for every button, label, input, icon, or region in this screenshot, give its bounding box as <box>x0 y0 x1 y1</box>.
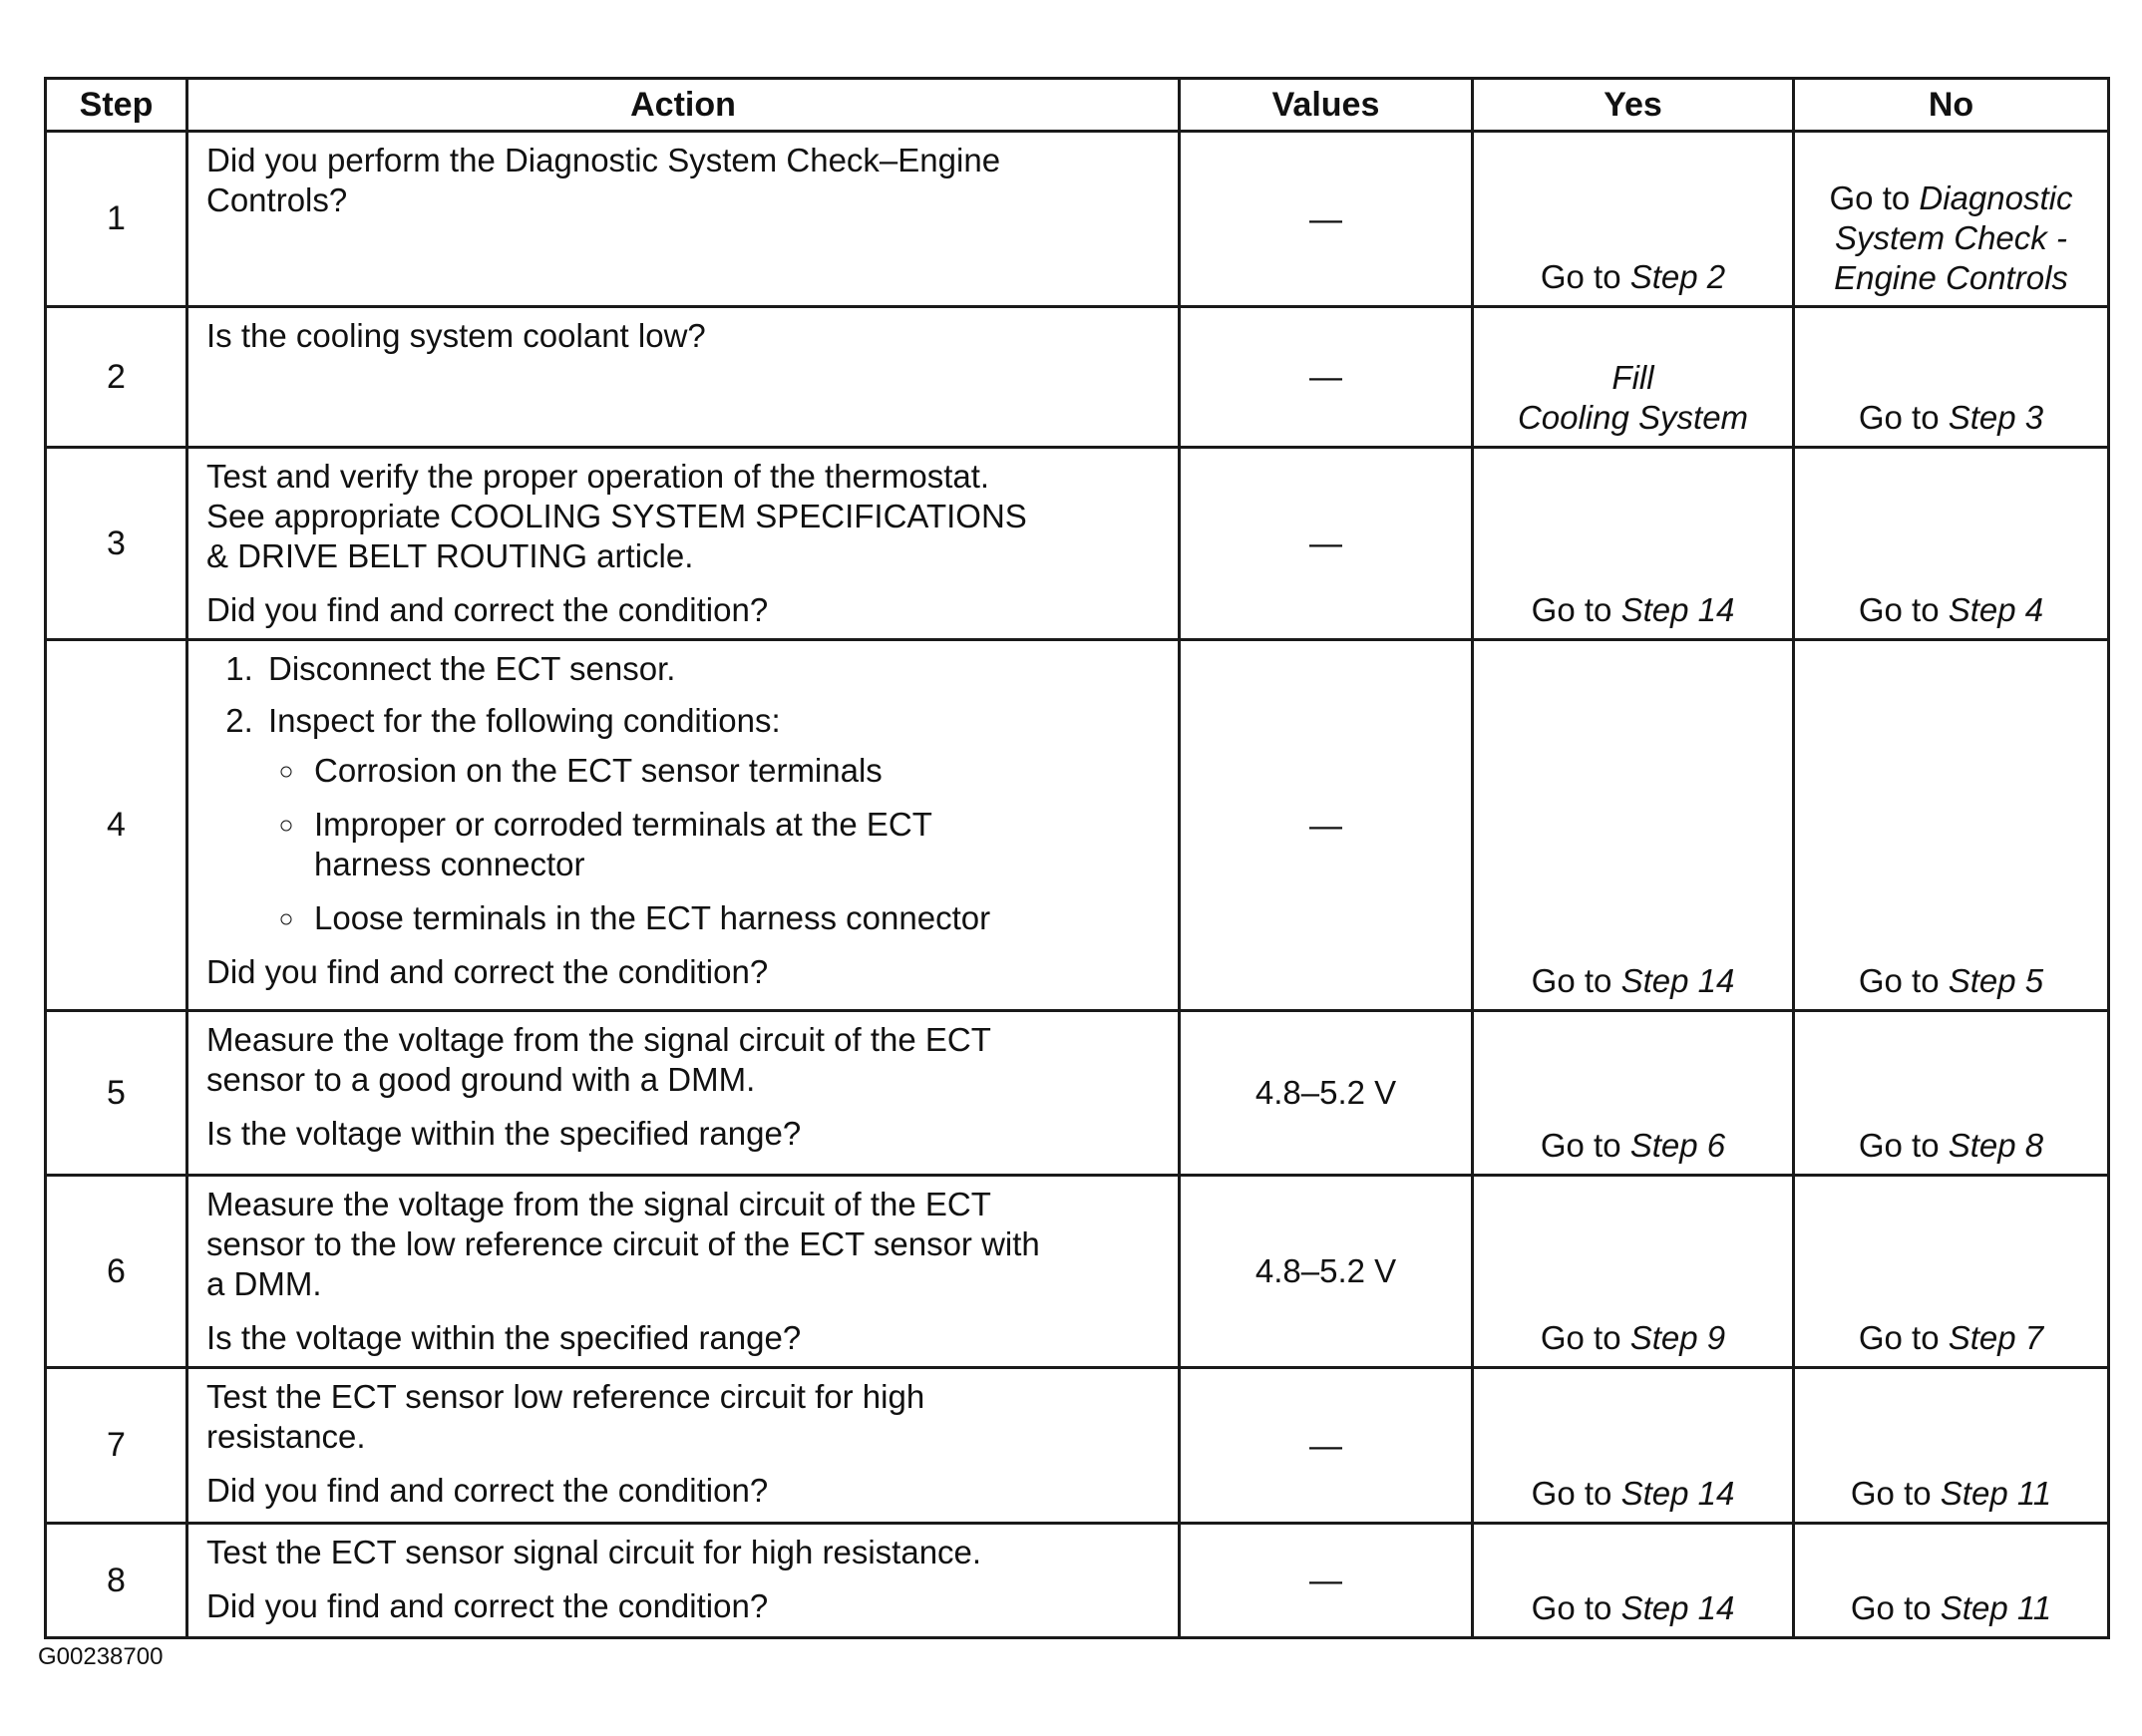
action-text: Test the ECT sensor low reference circuit for high resistance. <box>206 1378 925 1455</box>
yes-cell <box>1473 307 1794 448</box>
action-cell <box>187 1368 1180 1524</box>
yes-prefix: Go to <box>1540 1127 1630 1164</box>
action-cell <box>187 448 1180 640</box>
action-text: Test and verify the proper operation of the thermostat. See appropriate COOLING SYSTEM SPECIFICATIONS & DRIVE BELT ROUTING article. <box>206 458 1027 574</box>
bullet-item: ◦ Loose terminals in the ECT harness connector <box>308 898 1166 938</box>
column-header-step: Step <box>46 79 187 132</box>
no-reference: Step 11 <box>1940 1475 2052 1512</box>
action-cell <box>187 1176 1180 1368</box>
value-cell: — <box>1180 1524 1473 1638</box>
action-steps-list <box>206 649 1166 938</box>
value-cell: 4.8–5.2 V <box>1180 1011 1473 1176</box>
yes-cell <box>1473 1176 1794 1368</box>
no-reference: Step 8 <box>1948 1127 2044 1164</box>
table-row <box>46 448 2109 640</box>
table-row <box>46 1011 2109 1176</box>
action-cell <box>187 1011 1180 1176</box>
bullet-item: ◦ Improper or corroded terminals at the ECT harness connector <box>308 805 1166 884</box>
no-reference: Step 5 <box>1948 962 2044 999</box>
no-prefix: Go to <box>1850 1475 1941 1512</box>
action-question: Did you find and correct the condition? <box>206 1587 769 1624</box>
bullet-item: ◦ Corrosion on the ECT sensor terminals <box>308 751 1166 791</box>
header-row <box>46 79 2109 132</box>
no-prefix: Go to <box>1858 962 1949 999</box>
no-cell <box>1794 132 2109 307</box>
yes-reference: Fill Cooling System <box>1517 359 1749 436</box>
yes-reference: Step 2 <box>1629 258 1726 295</box>
value-cell: 4.8–5.2 V <box>1180 1176 1473 1368</box>
no-cell <box>1794 1524 2109 1638</box>
yes-prefix: Go to <box>1531 1589 1621 1626</box>
no-reference: Step 11 <box>1940 1589 2052 1626</box>
value-cell: — <box>1180 1368 1473 1524</box>
action-cell <box>187 132 1180 307</box>
table-row <box>46 1524 2109 1638</box>
column-header-yes: Yes <box>1473 79 1794 132</box>
no-prefix: Go to <box>1858 399 1949 436</box>
no-cell <box>1794 1011 2109 1176</box>
action-text: Test the ECT sensor signal circuit for high resistance. <box>206 1534 982 1570</box>
step-number: 2 <box>46 307 187 448</box>
yes-reference: Step 6 <box>1629 1127 1726 1164</box>
no-cell <box>1794 307 2109 448</box>
value-cell: — <box>1180 640 1473 1011</box>
yes-prefix: Go to <box>1540 1319 1630 1356</box>
step-number: 8 <box>46 1524 187 1638</box>
action-text: Did you perform the Diagnostic System Check–Engine Controls? <box>206 142 1001 218</box>
action-question: Is the voltage within the specified range? <box>206 1115 802 1152</box>
action-text: Is the cooling system coolant low? <box>206 317 706 354</box>
step-number: 5 <box>46 1011 187 1176</box>
table-row <box>46 132 2109 307</box>
no-prefix: Go to <box>1829 179 1920 216</box>
yes-prefix: Go to <box>1531 962 1621 999</box>
step-number: 6 <box>46 1176 187 1368</box>
action-cell <box>187 640 1180 1011</box>
no-prefix: Go to <box>1858 1127 1949 1164</box>
yes-cell <box>1473 640 1794 1011</box>
table-row <box>46 307 2109 448</box>
yes-reference: Step 14 <box>1620 591 1735 628</box>
column-header-values: Values <box>1180 79 1473 132</box>
action-text: Measure the voltage from the signal circuit of the ECT sensor to the low reference circuit of the ECT sensor with a DMM. <box>206 1186 1040 1302</box>
no-cell <box>1794 448 2109 640</box>
yes-reference: Step 14 <box>1620 1589 1735 1626</box>
list-item-text: Inspect for the following conditions: <box>268 702 781 739</box>
step-number: 7 <box>46 1368 187 1524</box>
yes-cell <box>1473 1011 1794 1176</box>
yes-prefix: Go to <box>1531 591 1621 628</box>
table-row <box>46 640 2109 1011</box>
yes-cell <box>1473 132 1794 307</box>
action-question: Did you find and correct the condition? <box>206 1472 769 1509</box>
value-cell: — <box>1180 307 1473 448</box>
no-reference: Step 7 <box>1948 1319 2044 1356</box>
no-reference: Diagnostic System Check - Engine Controls <box>1834 179 2073 296</box>
condition-bullets <box>268 751 1166 938</box>
figure-id: G00238700 <box>38 1643 164 1670</box>
yes-prefix: Go to <box>1540 258 1630 295</box>
column-header-no: No <box>1794 79 2109 132</box>
action-cell <box>187 307 1180 448</box>
yes-reference: Step 14 <box>1620 1475 1735 1512</box>
column-header-action: Action <box>187 79 1180 132</box>
action-cell <box>187 1524 1180 1638</box>
yes-prefix: Go to <box>1531 1475 1621 1512</box>
yes-reference: Step 9 <box>1629 1319 1726 1356</box>
list-item <box>262 701 1166 938</box>
yes-cell <box>1473 1368 1794 1524</box>
action-question: Did you find and correct the condition? <box>206 591 769 628</box>
diagnostic-table <box>44 77 2110 1639</box>
no-reference: Step 3 <box>1948 399 2044 436</box>
action-text: Measure the voltage from the signal circuit of the ECT sensor to a good ground with a DMM. <box>206 1021 991 1098</box>
no-prefix: Go to <box>1850 1589 1941 1626</box>
no-reference: Step 4 <box>1948 591 2044 628</box>
step-number: 1 <box>46 132 187 307</box>
step-number: 4 <box>46 640 187 1011</box>
action-question: Did you find and correct the condition? <box>206 953 769 990</box>
no-cell <box>1794 1176 2109 1368</box>
value-cell: — <box>1180 132 1473 307</box>
no-prefix: Go to <box>1858 1319 1949 1356</box>
step-number: 3 <box>46 448 187 640</box>
yes-reference: Step 14 <box>1620 962 1735 999</box>
yes-cell <box>1473 1524 1794 1638</box>
table-row <box>46 1176 2109 1368</box>
no-prefix: Go to <box>1858 591 1949 628</box>
yes-cell <box>1473 448 1794 640</box>
list-item: 1. Disconnect the ECT sensor. <box>262 649 1166 689</box>
no-cell <box>1794 640 2109 1011</box>
table-row <box>46 1368 2109 1524</box>
value-cell: — <box>1180 448 1473 640</box>
no-cell <box>1794 1368 2109 1524</box>
action-question: Is the voltage within the specified range? <box>206 1319 802 1356</box>
